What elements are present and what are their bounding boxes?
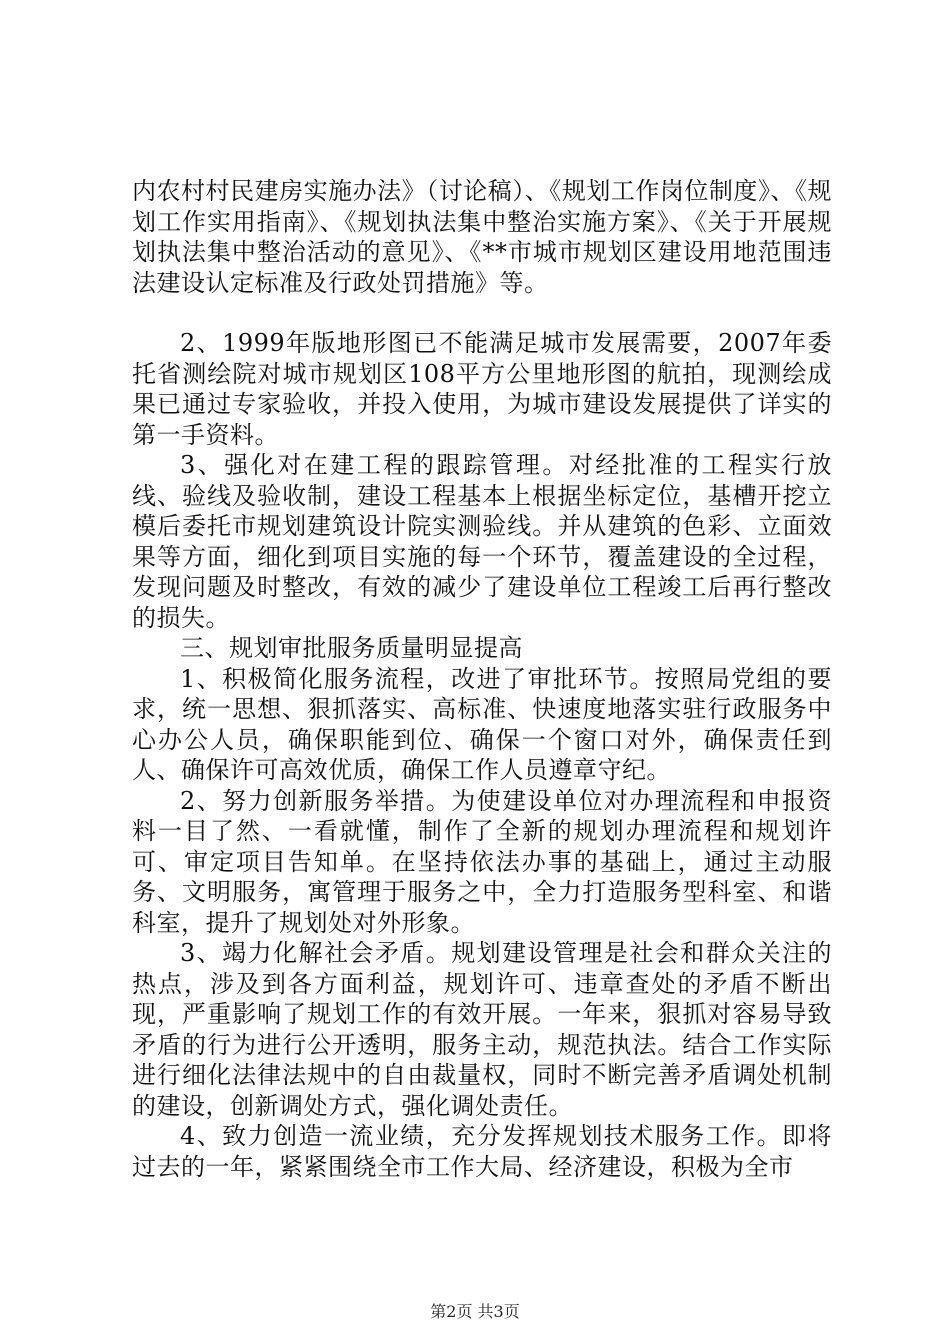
paragraph-simplify-process: 1、积极简化服务流程，改进了审批环节。按照局党组的要求，统一思想、狠抓落实、高标准、快速度地落实驻行政服务中心办公人员，确保职能到位、确保一个窗口对外，确保责任到人、确保许可高效优质，确保工作人员遵章守纪。: [132, 664, 832, 784]
paragraph-continuation: 内农村村民建房实施办法》（讨论稿）、《规划工作岗位制度》、《规划工作实用指南》、《规划执法集中整治实施方案》、《关于开展规划执法集中整治活动的意见》、《**市城市规划区建设用地范围违法建设认定标准及行政处罚措施》等。: [132, 177, 832, 297]
paragraph-service-innovation: 2、努力创新服务举措。为使建设单位对办理流程和申报资料一目了然、一看就懂，制作了全新的规划办理流程和规划许可、审定项目告知单。在坚持依法办事的基础上，通过主动服务、文明服务，寓管理于服务之中，全力打造服务型科室、和谐科室，提升了规划处对外形象。: [132, 786, 832, 937]
page-number-footer: 第2页 共3页: [430, 1302, 520, 1321]
document-body: [132, 176, 832, 1182]
paragraph-resolve-conflicts: 3、竭力化解社会矛盾。规划建设管理是社会和群众关注的热点，涉及到各方面利益，规划许可、违章查处的矛盾不断出现，严重影响了规划工作的有效开展。一年来，狠抓对容易导致矛盾的行为进行公开透明，服务主动，规范执法。结合工作实际进行细化法律法规中的自由裁量权，同时不断完善矛盾调处机制的建设，创新调处方式，强化调处责任。: [132, 939, 832, 1120]
paragraph-construction-tracking: 3、强化对在建工程的跟踪管理。对经批准的工程实行放线、验线及验收制，建设工程基本上根据坐标定位，基槽开挖立模后委托市规划建筑设计院实测验线。并从建筑的色彩、立面效果等方面，细化到项目实施的每一个环节，覆盖建设的全过程，发现问题及时整改，有效的减少了建设单位工程竣工后再行整改的损失。: [132, 451, 832, 632]
section-heading-approval-service: 三、规划审批服务质量明显提高: [180, 634, 523, 662]
paragraph-first-class-performance: 4、致力创造一流业绩，充分发挥规划技术服务工作。即将过去的一年，紧紧围绕全市工作大局、经济建设，积极为全市: [132, 1122, 832, 1181]
paragraph-topographic-map: 2、1999年版地形图已不能满足城市发展需要，2007年委托省测绘院对城市规划区108平方公里地形图的航拍，现测绘成果已通过专家验收，并投入使用，为城市建设发展提供了详实的第一手资料。: [132, 329, 832, 449]
